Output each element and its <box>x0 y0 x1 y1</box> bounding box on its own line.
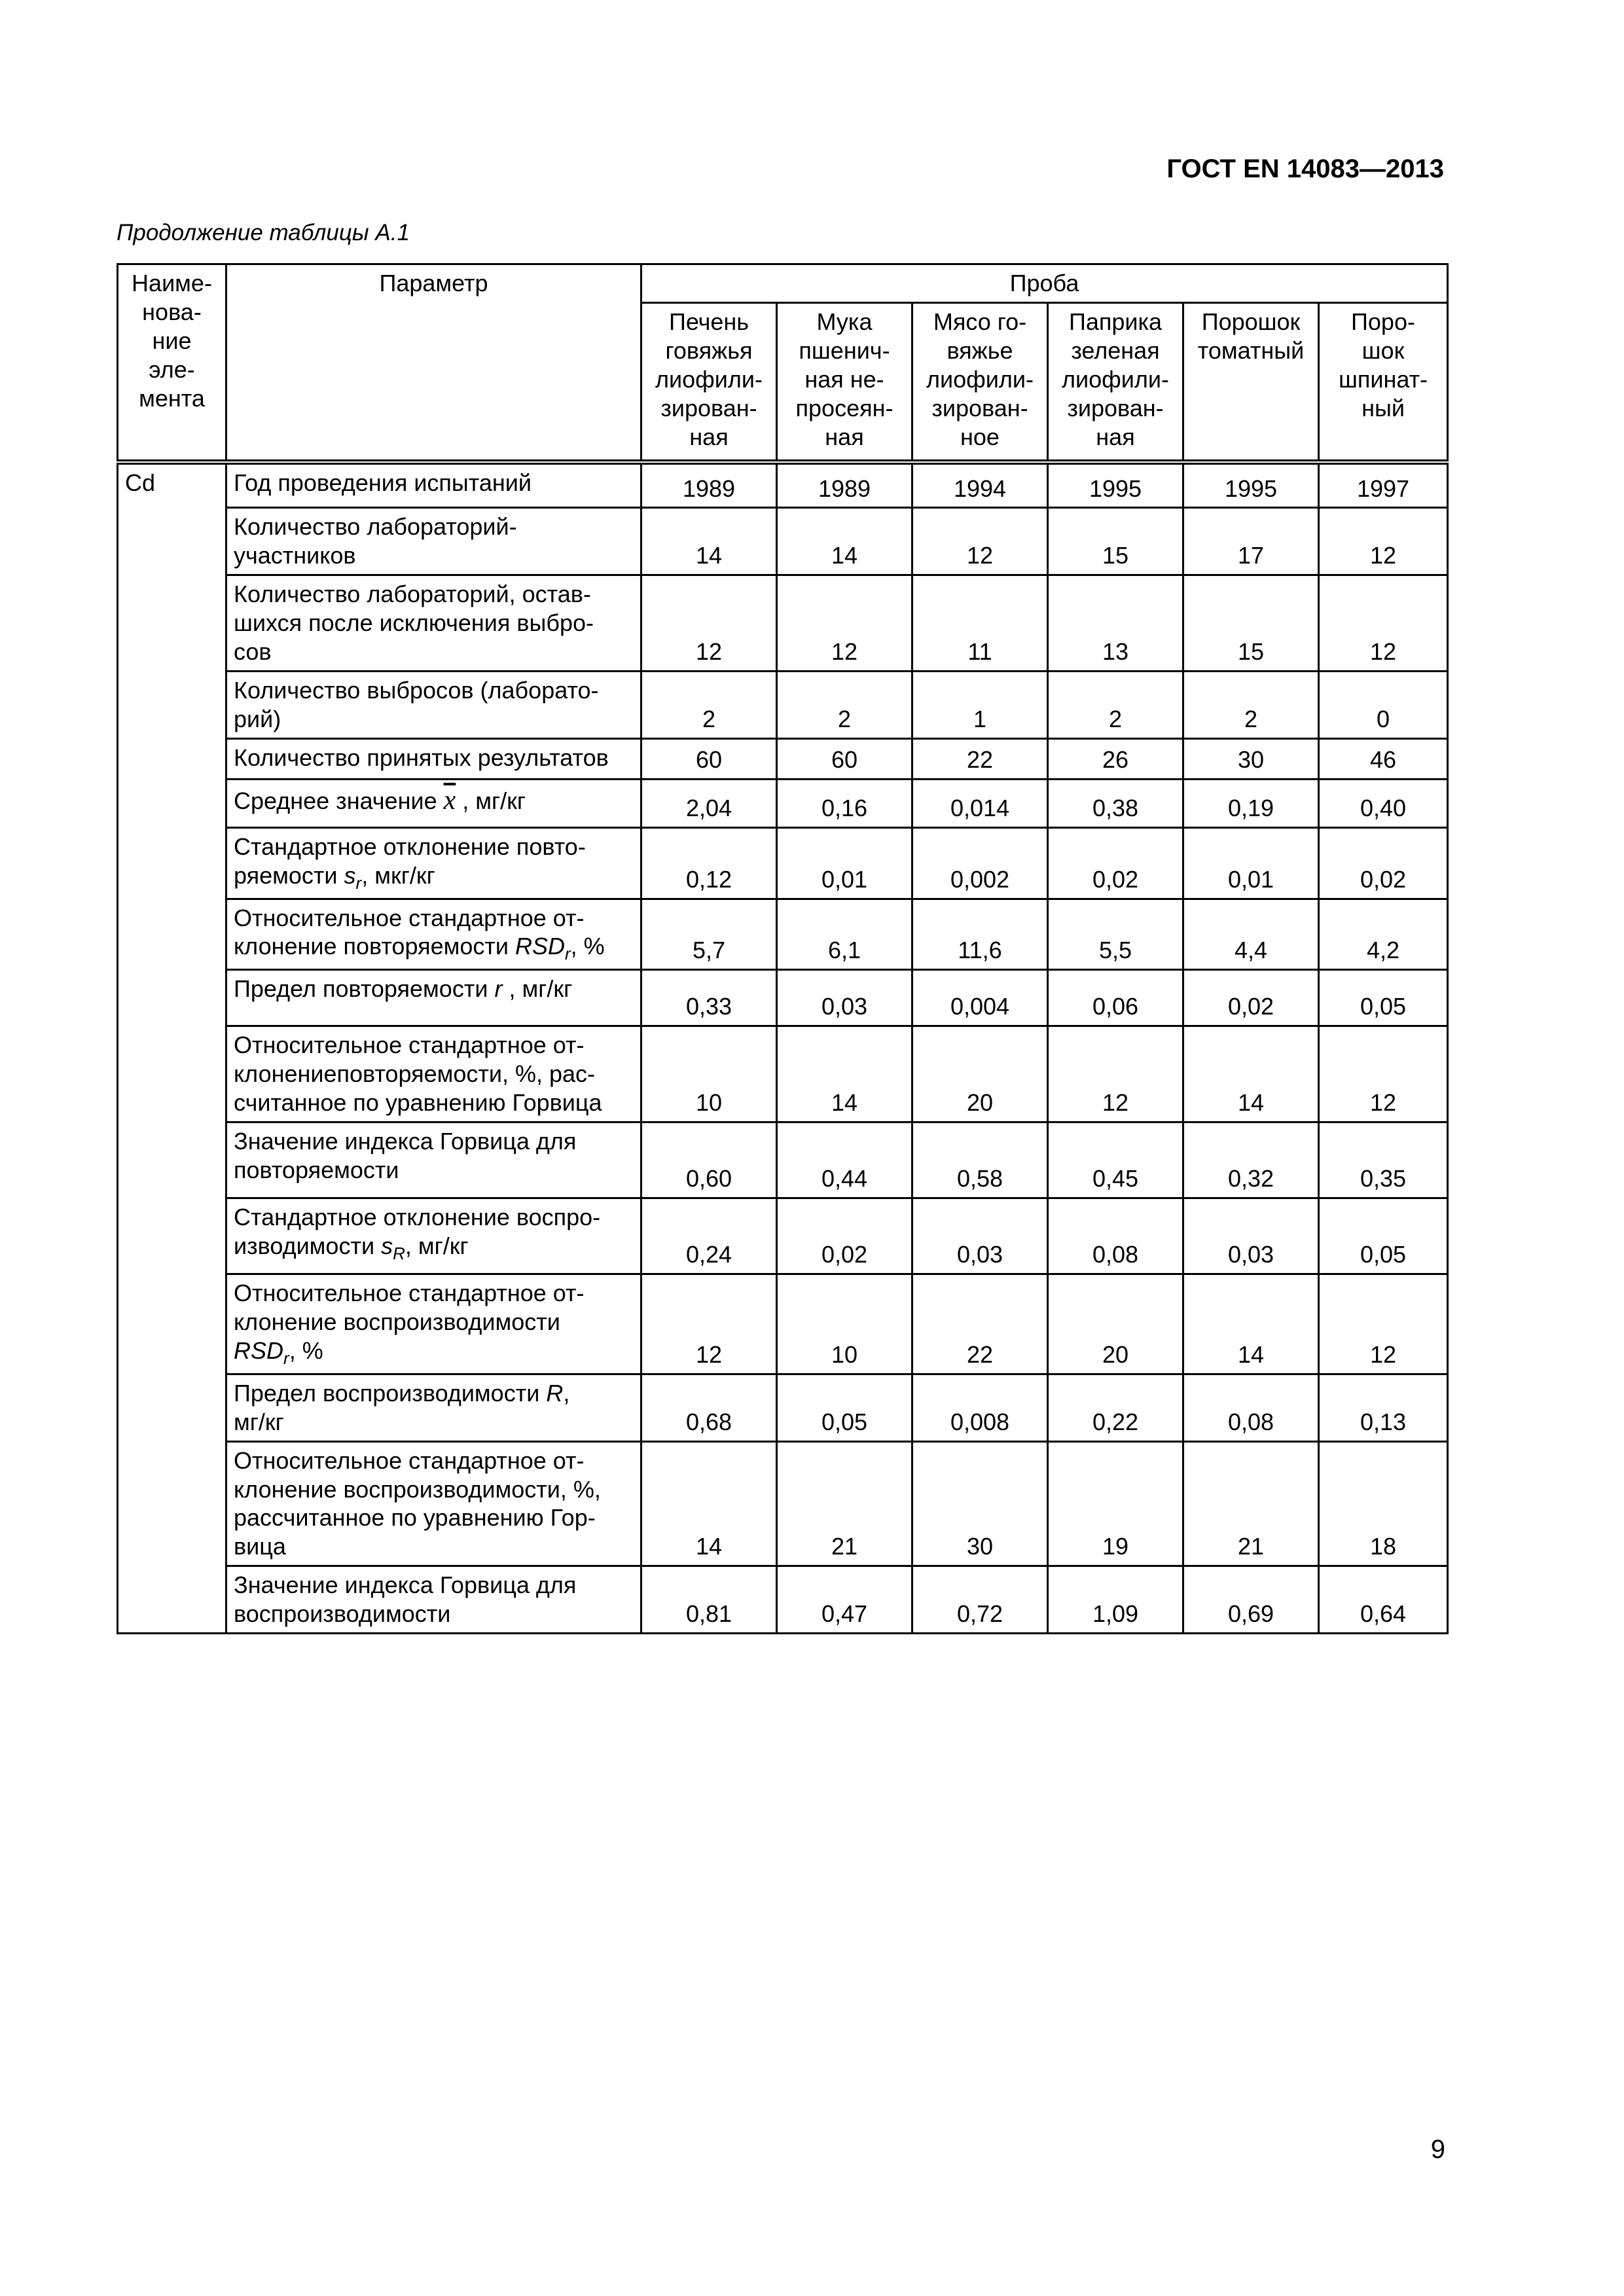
value-cell: 0,32 <box>1183 1122 1319 1198</box>
element-column-header-text: Наиме- нова- ние эле- мента <box>132 270 212 412</box>
value-cell: 18 <box>1319 1441 1448 1566</box>
parameter-cell: Предел воспроизводимости R, мг/кг <box>226 1374 641 1441</box>
value-cell: 0,002 <box>912 827 1048 899</box>
value-cell: 12 <box>641 1274 777 1374</box>
value-cell: 0,44 <box>777 1122 912 1198</box>
value-cell: 10 <box>777 1274 912 1374</box>
table-row <box>118 1374 1448 1441</box>
parameter-cell: Количество лабораторий, остав- шихся после исключения выбро- сов <box>226 575 641 672</box>
value-cell: 4,4 <box>1183 899 1319 970</box>
value-cell: 0,004 <box>912 970 1048 1026</box>
value-cell: 0,64 <box>1319 1566 1448 1634</box>
parameter-cell: Относительное стандартное от- клонение повторяемости $RSD_r$, % <box>226 899 641 970</box>
value-cell: 0,69 <box>1183 1566 1319 1634</box>
parameter-cell: Предел повторяемости r , мг/кг <box>226 970 641 1026</box>
value-cell: 14 <box>1183 1274 1319 1374</box>
value-cell: 0,06 <box>1048 970 1183 1026</box>
parameter-cell: Значение индекса Горвица для воспроизводимости <box>226 1566 641 1634</box>
value-cell: 0,03 <box>912 1198 1048 1274</box>
table-row <box>118 1274 1448 1374</box>
parameter-cell: Относительное стандартное от- клонение воспроизводимости, %, рассчитанное по уравнению Гор- вица <box>226 1441 641 1566</box>
value-cell: 12 <box>641 575 777 672</box>
value-cell: 5,5 <box>1048 899 1183 970</box>
value-cell: 0,16 <box>777 779 912 827</box>
sample-header: Мука пшенич- ная не- просеян- ная <box>777 302 912 462</box>
table-row <box>118 1026 1448 1122</box>
value-cell: 15 <box>1048 508 1183 575</box>
table-row <box>118 1441 1448 1566</box>
value-cell: 10 <box>641 1026 777 1122</box>
value-cell: 1989 <box>777 462 912 508</box>
value-cell: 0,008 <box>912 1374 1048 1441</box>
value-cell: 0,45 <box>1048 1122 1183 1198</box>
parameter-subscript: r <box>355 872 362 893</box>
table-row <box>118 970 1448 1026</box>
value-cell: 0,38 <box>1048 779 1183 827</box>
value-cell: 0,02 <box>777 1198 912 1274</box>
value-cell: 12 <box>1319 575 1448 672</box>
value-cell: 0,02 <box>1183 970 1319 1026</box>
sample-column-header: Проба <box>641 264 1448 303</box>
value-cell: 46 <box>1319 738 1448 779</box>
value-cell: 4,2 <box>1319 899 1448 970</box>
table-row <box>118 899 1448 970</box>
parameter-symbol: RSD <box>514 933 565 960</box>
value-cell: 22 <box>912 738 1048 779</box>
value-cell: 0,02 <box>1048 827 1183 899</box>
parameter-subscript: r <box>283 1348 289 1369</box>
value-cell: 1989 <box>641 462 777 508</box>
value-cell: 5,7 <box>641 899 777 970</box>
value-cell: 0,68 <box>641 1374 777 1441</box>
value-cell: 12 <box>1319 1274 1448 1374</box>
parameter-symbol: r <box>494 975 503 1003</box>
value-cell: 13 <box>1048 575 1183 672</box>
value-cell: 14 <box>641 1441 777 1566</box>
value-cell: 14 <box>1183 1026 1319 1122</box>
value-cell: 2 <box>1183 671 1319 738</box>
value-cell: 0,12 <box>641 827 777 899</box>
table-row <box>118 779 1448 827</box>
value-cell: 0,03 <box>1183 1198 1319 1274</box>
sample-header: Паприка зеленая лиофили- зирован- ная <box>1048 302 1183 462</box>
value-cell: 0,58 <box>912 1122 1048 1198</box>
value-cell: 2 <box>777 671 912 738</box>
parameter-cell: Стандартное отклонение повто- ряемости $s_r$, мкг/кг <box>226 827 641 899</box>
parameter-unit: , мг/кг <box>234 1379 570 1435</box>
table-row <box>118 575 1448 672</box>
value-cell: 20 <box>912 1026 1048 1122</box>
value-cell: 12 <box>777 575 912 672</box>
parameter-unit: , мг/кг <box>405 1232 469 1259</box>
value-cell: 11,6 <box>912 899 1048 970</box>
parameter-symbol: RSD <box>234 1336 284 1364</box>
value-cell: 0,33 <box>641 970 777 1026</box>
value-cell: 2 <box>641 671 777 738</box>
value-cell: 60 <box>777 738 912 779</box>
value-cell: 19 <box>1048 1441 1183 1566</box>
value-cell: 30 <box>1183 738 1319 779</box>
value-cell: 0,24 <box>641 1198 777 1274</box>
value-cell: 6,1 <box>777 899 912 970</box>
parameter-unit: , мкг/кг <box>361 861 435 889</box>
value-cell: 0,014 <box>912 779 1048 827</box>
table-row <box>118 508 1448 575</box>
value-cell: 0 <box>1319 671 1448 738</box>
parameter-symbol: s <box>344 861 356 889</box>
parameter-cell: Количество лабораторий- участников <box>226 508 641 575</box>
value-cell: 0,05 <box>777 1374 912 1441</box>
sample-header: Поро- шок шпинат- ный <box>1319 302 1448 462</box>
value-cell: 1994 <box>912 462 1048 508</box>
value-cell: 0,03 <box>777 970 912 1026</box>
value-cell: 1995 <box>1048 462 1183 508</box>
parameter-cell: Год проведения испытаний <box>226 462 641 508</box>
value-cell: 21 <box>777 1441 912 1566</box>
value-cell: 0,72 <box>912 1566 1048 1634</box>
value-cell: 0,81 <box>641 1566 777 1634</box>
value-cell: 17 <box>1183 508 1319 575</box>
value-cell: 1995 <box>1183 462 1319 508</box>
element-cell: Cd <box>118 462 226 1634</box>
page-number: 9 <box>1430 2135 1445 2164</box>
sample-header: Печень говяжья лиофили- зирован- ная <box>641 302 777 462</box>
value-cell: 0,19 <box>1183 779 1319 827</box>
parameter-symbol: s <box>381 1232 393 1259</box>
table-row <box>118 462 1448 508</box>
value-cell: 0,22 <box>1048 1374 1183 1441</box>
value-cell: 14 <box>641 508 777 575</box>
value-cell: 1 <box>912 671 1048 738</box>
value-cell: 1997 <box>1319 462 1448 508</box>
parameter-unit: , % <box>570 933 605 960</box>
value-cell: 0,35 <box>1319 1122 1448 1198</box>
sample-header: Порошок томатный <box>1183 302 1319 462</box>
parameter-cell: Количество выбросов (лаборато- рий) <box>226 671 641 738</box>
parameter-cell: Относительное стандартное от- клонениеповторяемости, %, рас- считанное по уравнению Горвица <box>226 1026 641 1122</box>
parameter-unit: , % <box>289 1336 323 1364</box>
table-row <box>118 1566 1448 1634</box>
value-cell: 0,47 <box>777 1566 912 1634</box>
parameter-cell: Количество принятых результатов <box>226 738 641 779</box>
value-cell: 12 <box>912 508 1048 575</box>
value-cell: 2,04 <box>641 779 777 827</box>
parameter-symbol: R <box>546 1379 564 1407</box>
value-cell: 0,60 <box>641 1122 777 1198</box>
value-cell: 0,08 <box>1048 1198 1183 1274</box>
parameter-column-header: Параметр <box>226 264 641 462</box>
standard-header: ГОСТ EN 14083—2013 <box>1166 154 1444 183</box>
value-cell: 20 <box>1048 1274 1183 1374</box>
element-column-header <box>118 264 226 462</box>
value-cell: 0,08 <box>1183 1374 1319 1441</box>
value-cell: 12 <box>1319 1026 1448 1122</box>
table-row <box>118 738 1448 779</box>
value-cell: 12 <box>1048 1026 1183 1122</box>
value-cell: 11 <box>912 575 1048 672</box>
value-cell: 0,01 <box>777 827 912 899</box>
sample-header: Мясо го- вяжье лиофили- зирован- ное <box>912 302 1048 462</box>
value-cell: 12 <box>1319 508 1448 575</box>
parameter-cell: Значение индекса Горвица для повторяемости <box>226 1122 641 1198</box>
value-cell: 60 <box>641 738 777 779</box>
value-cell: 2 <box>1048 671 1183 738</box>
value-cell: 30 <box>912 1441 1048 1566</box>
parameter-subscript: R <box>393 1244 405 1264</box>
value-cell: 15 <box>1183 575 1319 672</box>
value-cell: 0,05 <box>1319 970 1448 1026</box>
parameter-subscript: r <box>564 944 571 964</box>
table-row <box>118 671 1448 738</box>
parameter-cell: Относительное стандартное от- клонение воспроизводимости $RSD_r$, % <box>226 1274 641 1374</box>
value-cell: 14 <box>777 508 912 575</box>
value-cell: 0,01 <box>1183 827 1319 899</box>
value-cell: 22 <box>912 1274 1048 1374</box>
parameter-unit: , мг/кг <box>456 787 526 814</box>
parameter-cell: Среднее значение $\overline{x}$ , мг/кг <box>226 779 641 827</box>
value-cell: 1,09 <box>1048 1566 1183 1634</box>
table-caption: Продолжение таблицы А.1 <box>117 220 410 245</box>
value-cell: 0,02 <box>1319 827 1448 899</box>
value-cell: 0,05 <box>1319 1198 1448 1274</box>
parameter-symbol: $\overline{x}$ <box>443 785 456 816</box>
value-cell: 21 <box>1183 1441 1319 1566</box>
value-cell: 14 <box>777 1026 912 1122</box>
table-row <box>118 827 1448 899</box>
table-row <box>118 1122 1448 1198</box>
value-cell: 0,40 <box>1319 779 1448 827</box>
data-table <box>117 263 1449 1634</box>
table-row <box>118 1198 1448 1274</box>
parameter-cell: Стандартное отклонение воспро- изводимости $s_R$, мг/кг <box>226 1198 641 1274</box>
parameter-unit: , мг/кг <box>502 975 573 1003</box>
value-cell: 26 <box>1048 738 1183 779</box>
value-cell: 0,13 <box>1319 1374 1448 1441</box>
